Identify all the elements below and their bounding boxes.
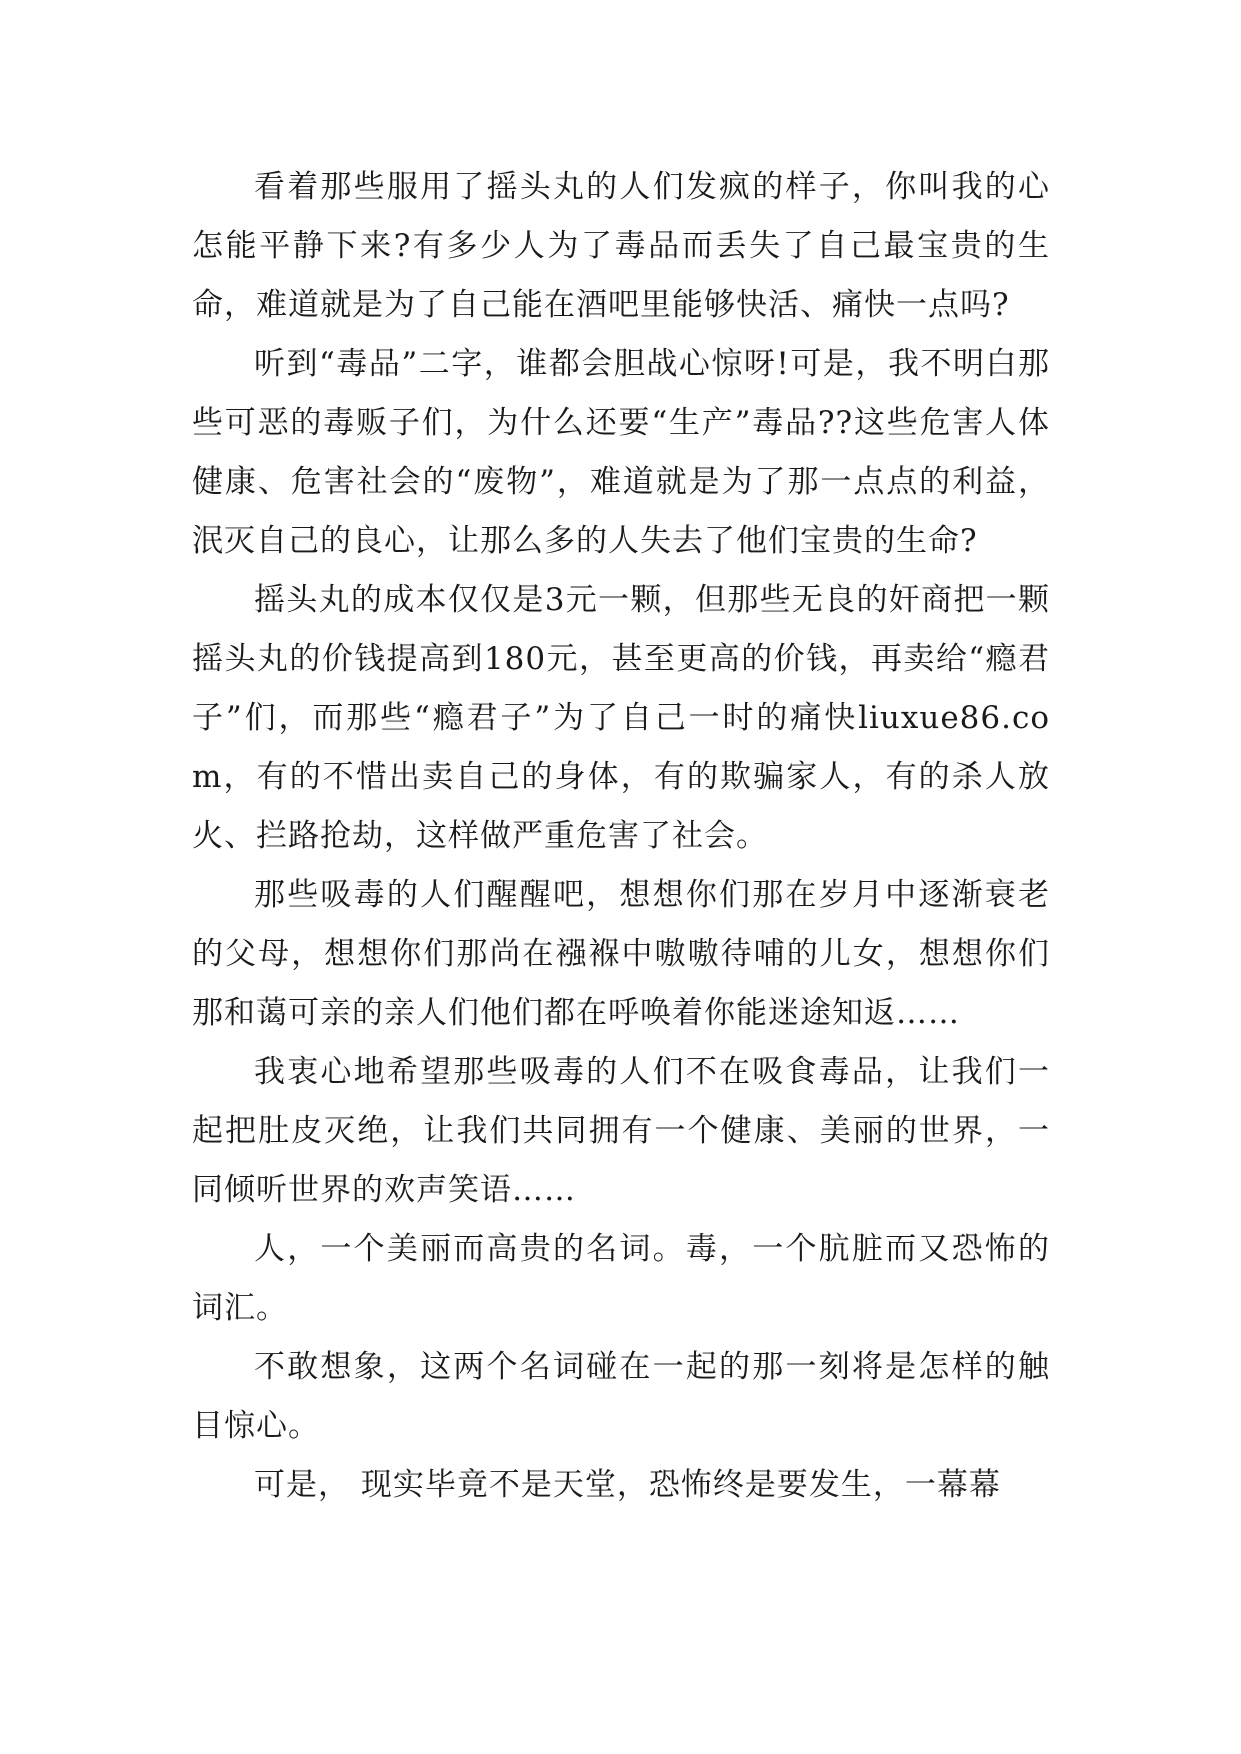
document-body — [192, 158, 1050, 1515]
paragraph: 那些吸毒的人们醒醒吧，想想你们那在岁月中逐渐衰老的父母，想想你们那尚在襁褓中嗷嗷待哺的儿女，想想你们那和蔼可亲的亲人们他们都在呼唤着你能迷途知返…… — [192, 877, 1050, 1031]
paragraph: 摇头丸的成本仅仅是3元一颗，但那些无良的奸商把一颗摇头丸的价钱提高到180元，甚至更高的价钱，再卖给“瘾君子”们，而那些“瘾君子”为了自己一时的痛快liuxue86.com，有的不惜出卖自己的身体，有的欺骗家人，有的杀人放火、拦路抢劫，这样做严重危害了社会。 — [192, 582, 1050, 854]
paragraph: 可是， 现实毕竟不是天堂，恐怖终是要发生，一幕幕 — [254, 1467, 1001, 1503]
paragraph: 听到“毒品”二字，谁都会胆战心惊呀!可是，我不明白那些可恶的毒贩子们，为什么还要“生产”毒品??这些危害人体健康、危害社会的“废物”，难道就是为了那一点点的利益，泯灭自己的良心，让那么多的人失去了他们宝贵的生命? — [192, 346, 1050, 559]
paragraph: 人，一个美丽而高贵的名词。毒，一个肮脏而又恐怖的词汇。 — [192, 1231, 1050, 1326]
paragraph: 不敢想象，这两个名词碰在一起的那一刻将是怎样的触目惊心。 — [192, 1349, 1050, 1444]
paragraph: 看着那些服用了摇头丸的人们发疯的样子，你叫我的心怎能平静下来?有多少人为了毒品而丢失了自己最宝贵的生命，难道就是为了自己能在酒吧里能够快活、痛快一点吗? — [192, 169, 1050, 323]
paragraph: 我衷心地希望那些吸毒的人们不在吸食毒品，让我们一起把肚皮灭绝，让我们共同拥有一个健康、美丽的世界，一同倾听世界的欢声笑语…… — [192, 1054, 1050, 1208]
